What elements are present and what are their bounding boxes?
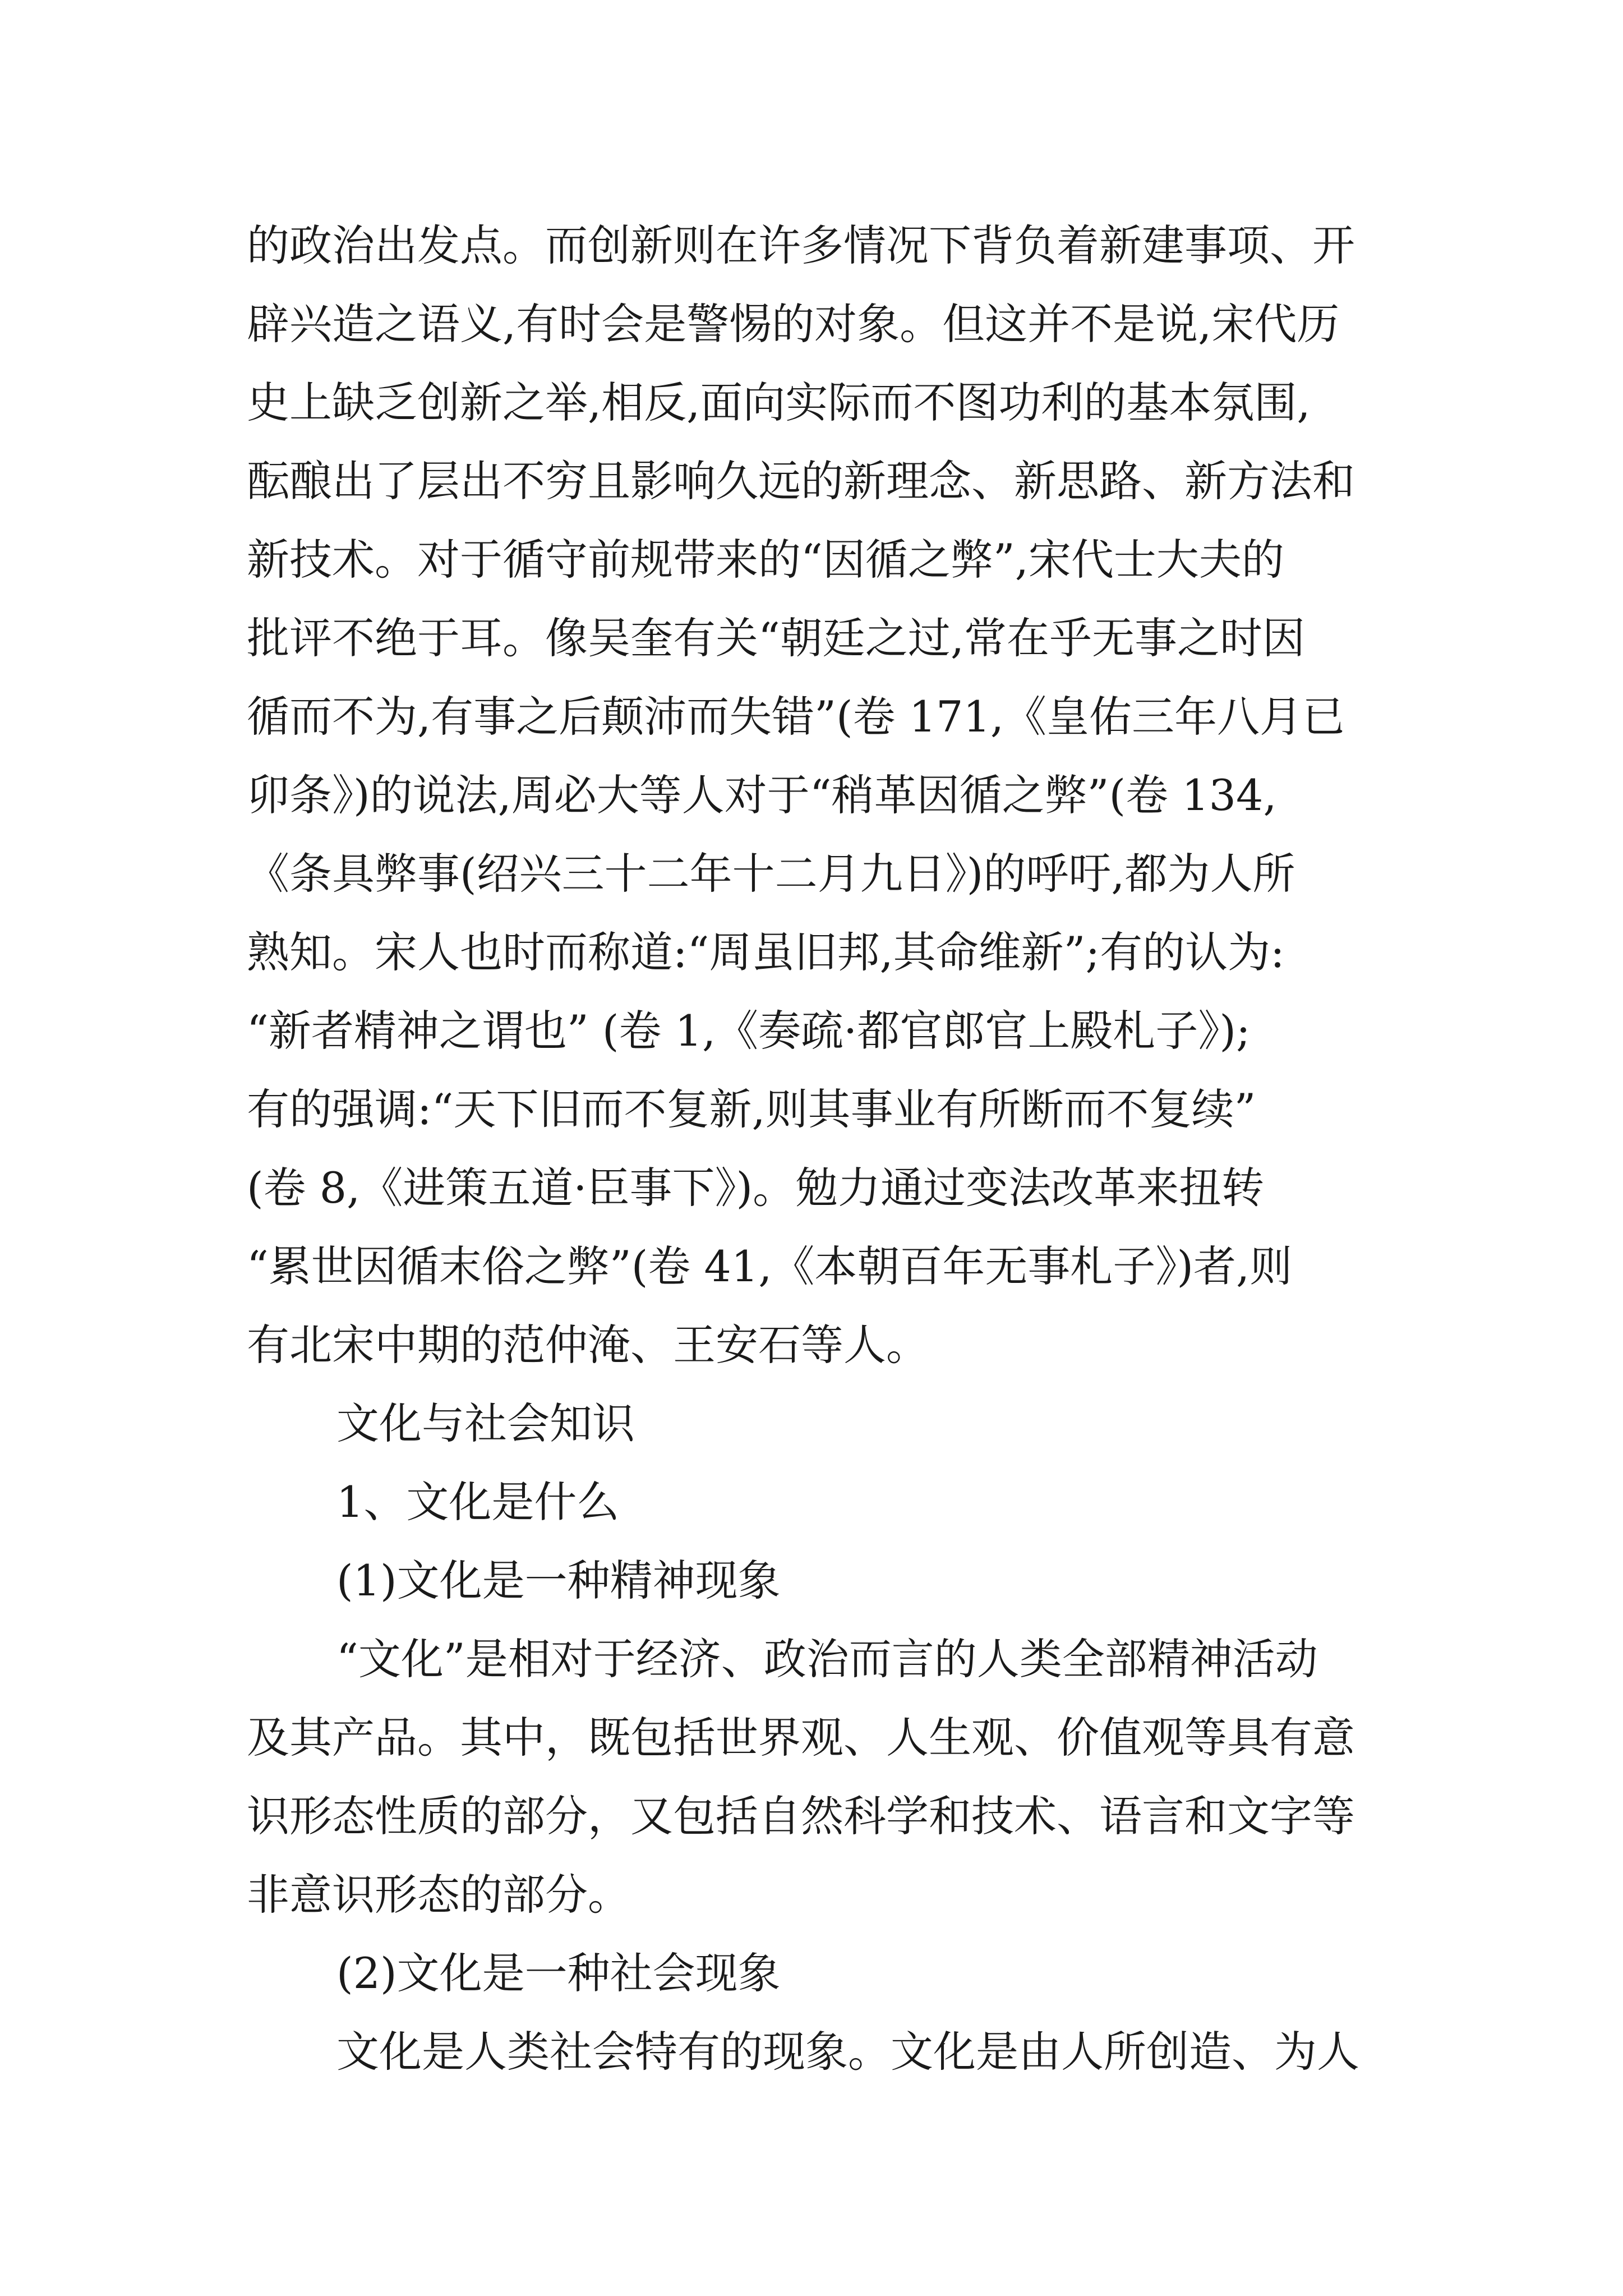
paragraph-line: 非意识形态的部分。 bbox=[247, 1870, 630, 1920]
paragraph-line: 史上缺乏创新之举,相反,面向实际而不图功利的基本氛围, bbox=[247, 378, 1311, 427]
paragraph-line: 有北宋中期的范仲淹、王安石等人。 bbox=[247, 1320, 929, 1370]
paragraph-line: “累世因循末俗之弊”(卷 41,《本朝百年无事札子》)者,则 bbox=[247, 1241, 1293, 1291]
paragraph-line: 酝酿出了层出不穷且影响久远的新理念、新思路、新方法和 bbox=[247, 456, 1355, 506]
paragraph-line: “新者精神之谓也” (卷 1,《奏疏·都官郎官上殿札子》); bbox=[247, 1006, 1251, 1056]
paragraph-line: 有的强调:“天下旧而不复新,则其事业有所断而不复续” bbox=[247, 1084, 1256, 1134]
item-title: (1)文化是一种精神现象 bbox=[336, 1556, 781, 1605]
paragraph-line: 辟兴造之语义,有时会是警惕的对象。但这并不是说,宋代历 bbox=[247, 299, 1340, 349]
paragraph-line: 熟知。宋人也时而称道:“周虽旧邦,其命维新”;有的认为: bbox=[247, 927, 1285, 977]
paragraph-line: 循而不为,有事之后颠沛而失错”(卷 171,《皇佑三年八月已 bbox=[247, 692, 1345, 742]
paragraph-line: (卷 8,《进策五道·臣事下》)。勉力通过变法改革来扭转 bbox=[247, 1163, 1265, 1213]
paragraph-line: 新技术。对于循守前规带来的“因循之弊”,宋代士大夫的 bbox=[247, 535, 1284, 585]
paragraph-line: “文化”是相对于经济、政治而言的人类全部精神活动 bbox=[336, 1634, 1318, 1684]
paragraph-line: 识形态性质的部分，又包括自然科学和技术、语言和文字等 bbox=[247, 1791, 1355, 1841]
paragraph-line: 卯条》)的说法,周必大等人对于“稍革因循之弊”(卷 134, bbox=[247, 770, 1277, 820]
paragraph-line: 批评不绝于耳。像吴奎有关“朝廷之过,常在乎无事之时因 bbox=[247, 613, 1306, 663]
paragraph-line: 文化是人类社会特有的现象。文化是由人所创造、为人 bbox=[336, 2027, 1359, 2077]
paragraph-line: 及其产品。其中，既包括世界观、人生观、价值观等具有意 bbox=[247, 1713, 1355, 1763]
paragraph-line: 的政治出发点。而创新则在许多情况下背负着新建事项、开 bbox=[247, 220, 1355, 270]
item-title: (2)文化是一种社会现象 bbox=[336, 1948, 781, 1998]
section-title: 文化与社会知识 bbox=[336, 1398, 635, 1448]
subsection-title: 1、文化是什么 bbox=[336, 1477, 620, 1527]
paragraph-line: 《条具弊事(绍兴三十二年十二月九日》)的呼吁,都为人所 bbox=[247, 849, 1295, 899]
